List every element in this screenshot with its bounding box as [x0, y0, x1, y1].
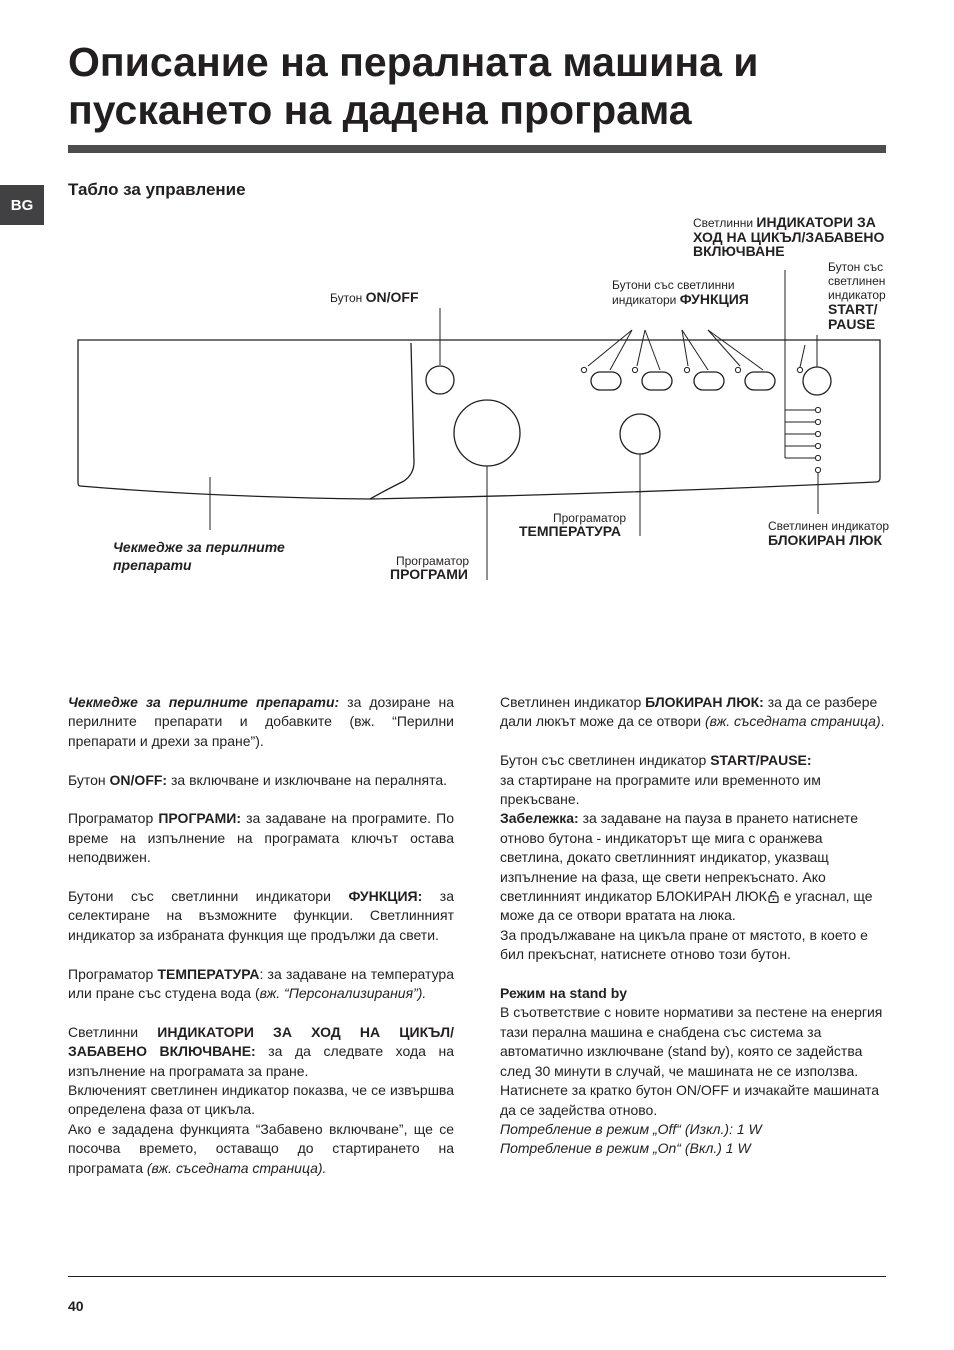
phase-indicators-description-3: Ако е зададена функцията “Забавено включване”, ще се посочва времето, оставащо до стартирането на програмата (вж. съседната страница).: [68, 1120, 454, 1176]
door-lock-description: Светлинен индикатор БЛОКИРАН ЛЮК: за да се разбере дали люкът може да се отвори (вж. съседната страница).: [500, 694, 885, 730]
phase-led-5: [815, 455, 820, 460]
page-number: 40: [68, 1298, 84, 1314]
temperature-knob: [620, 414, 660, 454]
control-panel-diagram: [0, 0, 954, 600]
standby-heading: Режим на stand by: [500, 985, 628, 1002]
function-led-3: [684, 367, 689, 372]
phase-led-1: [815, 407, 820, 412]
programmes-label-1: Програматор: [396, 554, 470, 568]
function-buttons-label-1: Бутони със светлинни: [612, 278, 735, 292]
function-description: Бутони със светлинни индикатори ФУНКЦИЯ: за селектиране на възможните функции. Светлинният индикатор за избраната функция ще продължи да свети.: [68, 888, 454, 943]
function-led-1: [581, 367, 586, 372]
start-pause-label-1: Бутон със: [828, 260, 884, 274]
phase-led-4: [815, 443, 820, 448]
drawer-description: Чекмедже за перилните препарати: за дозиране на перилните препарати и добавките (вж. “Перилни препарати и дрехи за пране”).: [68, 694, 454, 749]
start-pause-led: [797, 367, 802, 372]
left-column: [68, 693, 454, 1178]
phase-led-2: [815, 419, 820, 424]
page-title-line-2: пускането на дадена програма: [68, 87, 692, 133]
temperature-label-1: Програматор: [553, 511, 627, 525]
drawer-edge: [370, 343, 414, 499]
function-button-2: [642, 372, 672, 390]
right-column: [500, 693, 886, 1159]
start-pause-description: Бутон със светлинен индикатор START/PAUSE: за стартиране на програмите или временното им прекъсване.: [500, 752, 821, 808]
start-pause-label-3: индикатор: [828, 288, 886, 302]
start-pause-label-2: светлинен: [828, 274, 886, 288]
phase-indicators-label-3: ВКЛЮЧВАНЕ: [693, 243, 785, 259]
door-lock-label-1: Светлинен индикатор: [768, 519, 890, 533]
on-off-label: Бутон ON/OFF: [330, 289, 419, 305]
door-lock-label-2: БЛОКИРАН ЛЮК: [768, 532, 883, 548]
standby-description: В съответствие с новите нормативи за пестене на енергия тази перална машина е снабдена със система за автоматично изключване (stand by), която се задейства след 30 минути в случай, че машината не се използва. Натиснете за кратко бутон ON/OFF и изчакайте машината да се задейства отново.: [500, 1004, 883, 1118]
temperature-description: Програматор ТЕМПЕРАТУРА: за задаване на температура или пране със студена вода (вж. “Персонализирания”).: [68, 965, 454, 1002]
programmes-knob: [454, 400, 520, 466]
padlock-icon: [768, 890, 779, 903]
programmes-description: Програматор ПРОГРАМИ: за задаване на програмите. По време на изпълнение на програмата ключът остава неподвижен.: [68, 810, 454, 866]
on-off-description: Бутон ON/OFF: за включване и изключване на пералнята.: [68, 771, 448, 788]
consumption-off: Потребление в режим „Off“ (Изкл.): 1 W: [500, 1120, 762, 1137]
function-button-4: [745, 372, 775, 390]
programmes-label-2: ПРОГРАМИ: [390, 566, 468, 582]
drawer-label-2: препарати: [113, 557, 192, 573]
start-pause-button: [803, 367, 831, 395]
page-title-line-1: Описание на пералната машина и: [68, 39, 759, 85]
start-pause-label-5: PAUSE: [828, 316, 876, 332]
panel-outline: [78, 340, 880, 499]
function-led-4: [735, 367, 740, 372]
temperature-label-2: ТЕМПЕРАТУРА: [519, 523, 621, 539]
door-lock-led: [815, 467, 820, 472]
function-button-3: [694, 372, 724, 390]
phase-indicators-label-2: ХОД НА ЦИКЪЛ/ЗАБАВЕНО: [693, 229, 885, 245]
phase-led-3: [815, 431, 820, 436]
phase-indicators-description-2: Включеният светлинен индикатор показва, че се извършва определена фаза от цикъла.: [68, 1082, 454, 1118]
start-pause-label-4: START/: [828, 301, 878, 317]
function-led-2: [632, 367, 637, 372]
phase-indicators-label: Светлинни ИНДИКАТОРИ ЗА: [693, 214, 876, 230]
footer-rule: [68, 1276, 886, 1277]
consumption-on: Потребление в режим „On“ (Вкл.) 1 W: [500, 1140, 751, 1157]
function-buttons-label-2: индикатори ФУНКЦИЯ: [612, 291, 749, 307]
pause-note: Забележка: за задаване на пауза в прането натиснете отново бутона - индикаторът ще мига с оранжева светлина, докато светлинният индикатор, указващ изпълнение на фаза, ще свети непрекъснато. Ако светлинният индикатор БЛОКИРАН ЛЮК е угаснал, ще може да се отвори вратата на люка.: [500, 810, 873, 924]
leader-lines: [210, 270, 818, 580]
resume-note: За продължаване на цикъла пране от мястото, в което е бил прекъснат, натиснете отново този бутон.: [500, 926, 868, 963]
phase-indicators-description: Светлинни ИНДИКАТОРИ ЗА ХОД НА ЦИКЪЛ/ ЗАБАВЕНО ВКЛЮЧВАНЕ: за да следвате хода на изпълнение на програмата за пране.: [68, 1023, 454, 1079]
language-tab: BG: [0, 185, 44, 225]
section-heading: Табло за управление: [68, 180, 246, 199]
drawer-label-1: Чекмедже за перилните: [113, 539, 285, 555]
function-button-1: [591, 372, 621, 390]
on-off-button: [426, 366, 454, 394]
